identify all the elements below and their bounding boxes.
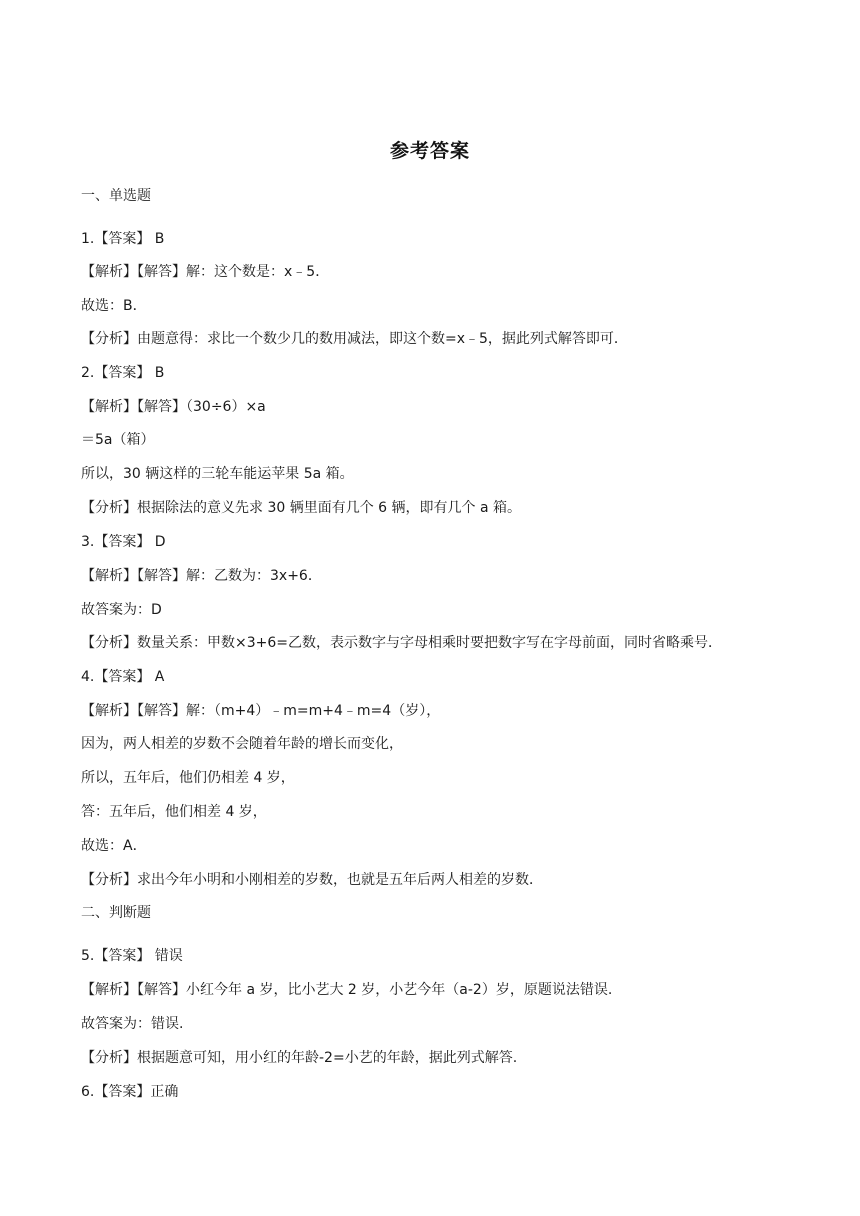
q4-therefore: 所以，五年后，他们仍相差 4 岁， xyxy=(81,770,295,786)
section-heading-true-false: 二、判断题 xyxy=(81,905,151,921)
q3-analysis: 【分析】数量关系：甲数×3+6=乙数，表示数字与字母相乘时要把数字写在字母前面，同时省略乘号． xyxy=(81,635,723,651)
q4-explanation: 【解析】【解答】解：（m+4）﹣m=m+4﹣m=4（岁）， xyxy=(81,703,441,719)
q2-explanation-result: ＝5a（箱） xyxy=(81,432,155,448)
q4-reply: 答：五年后，他们相差 4 岁， xyxy=(81,804,267,820)
q3-answer: 3.【答案】 D xyxy=(81,534,166,550)
q6-answer: 6.【答案】正确 xyxy=(81,1084,179,1100)
q1-analysis: 【分析】由题意得：求比一个数少几的数用减法，即这个数=x﹣5，据此列式解答即可． xyxy=(81,331,628,347)
q3-explanation: 【解析】【解答】解：乙数为：3x+6． xyxy=(81,568,322,584)
q2-explanation: 【解析】【解答】（30÷6）×a xyxy=(81,399,266,415)
page-title: 参考答案 xyxy=(389,140,470,162)
q4-choice: 故选：A． xyxy=(81,838,147,854)
q4-reason: 因为，两人相差的岁数不会随着年龄的增长而变化， xyxy=(81,736,403,752)
q1-choice: 故选：B． xyxy=(81,298,147,314)
q2-conclusion: 所以，30 辆这样的三轮车能运苹果 5a 箱。 xyxy=(81,466,354,482)
q4-analysis: 【分析】求出今年小明和小刚相差的岁数，也就是五年后两人相差的岁数． xyxy=(81,872,543,888)
q2-answer: 2.【答案】 B xyxy=(81,365,165,381)
q4-answer: 4.【答案】 A xyxy=(81,669,165,685)
q5-answer: 5.【答案】 错误 xyxy=(81,948,183,964)
q5-analysis: 【分析】根据题意可知，用小红的年龄-2=小艺的年龄，据此列式解答. xyxy=(81,1050,518,1066)
section-heading-single-choice: 一、单选题 xyxy=(81,188,151,204)
q3-choice: 故答案为：D xyxy=(81,602,162,618)
q1-explanation: 【解析】【解答】解：这个数是：x﹣5． xyxy=(81,264,330,280)
q1-answer: 1.【答案】 B xyxy=(81,231,165,247)
q2-analysis: 【分析】根据除法的意义先求 30 辆里面有几个 6 辆，即有几个 a 箱。 xyxy=(81,500,522,516)
q5-choice: 故答案为：错误. xyxy=(81,1016,184,1032)
q5-explanation: 【解析】【解答】小红今年 a 岁，比小艺大 2 岁，小艺今年（a-2）岁，原题说法错误. xyxy=(81,982,613,998)
